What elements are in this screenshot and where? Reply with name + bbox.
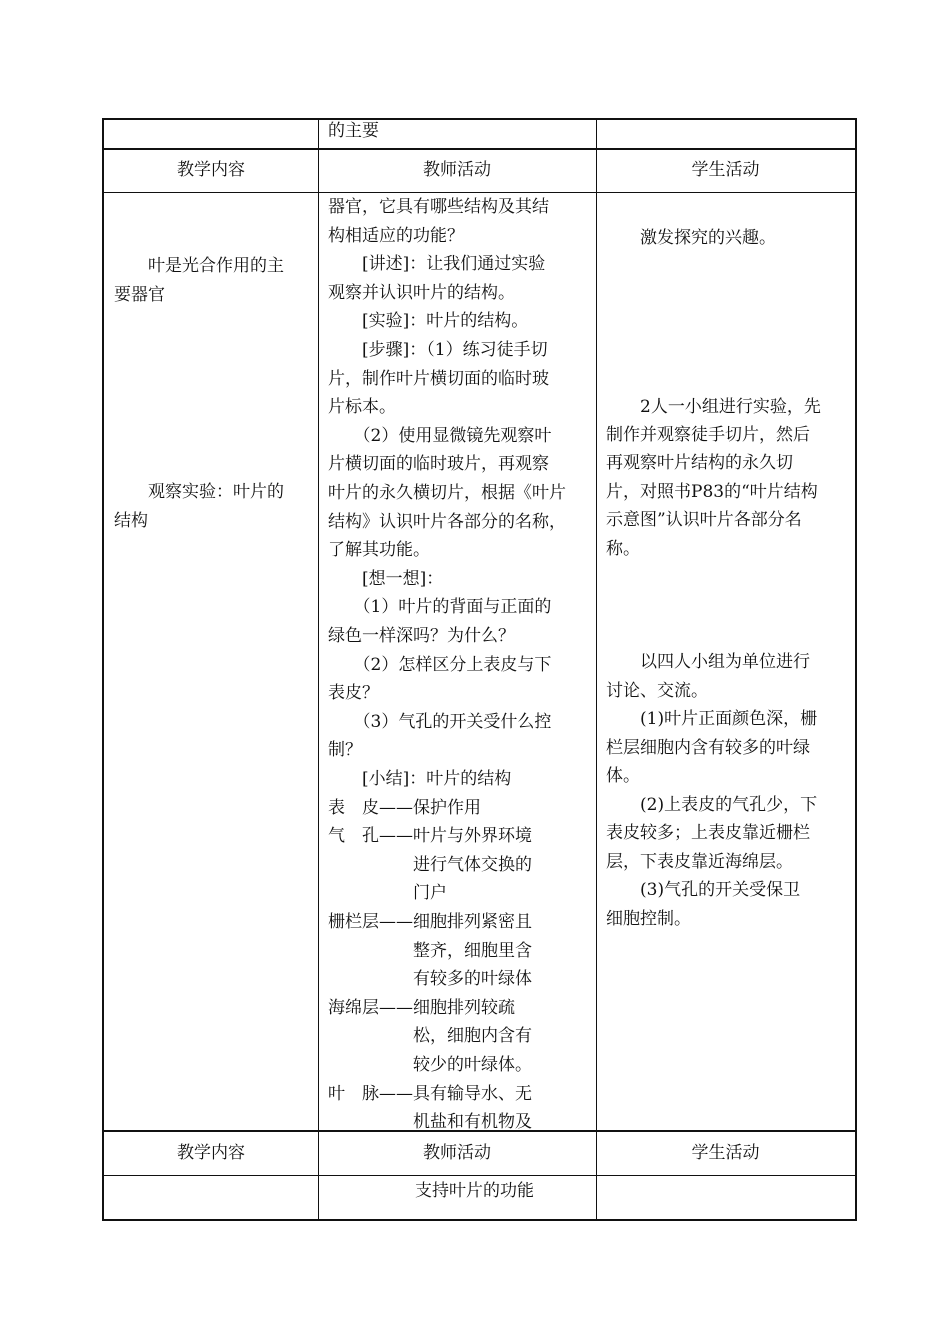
teacher-line: 栅栏层——细胞排列紧密且 [328,912,532,932]
teacher-line: 气 孔——叶片与外界环境 [328,826,532,847]
student-line: 片，对照书P83的“叶片结构 [606,482,818,502]
student-line: 细胞控制。 [606,909,691,929]
teacher-line: （2）使用显微镜先观察叶 [328,425,552,446]
student-line: 层，下表皮靠近海绵层。 [606,852,793,872]
teacher-line: 结构》认识叶片各部分的名称， [328,511,566,532]
column-divider [318,120,319,1219]
teacher-line: （2）怎样区分上表皮与下 [328,654,552,675]
teacher-line: 制？ [328,740,362,761]
header-student-activity: 学生活动 [691,160,760,180]
teacher-line: 表皮？ [328,683,379,704]
teacher-line: （3）气孔的开关受什么控 [328,711,552,732]
student-line: 体。 [606,766,640,786]
teacher-line: 有较多的叶绿体 [328,969,532,990]
header-teacher-activity-repeat: 教师活动 [423,1143,491,1163]
student-line: (1)叶片正面颜色深，栅 [606,709,818,729]
header-teacher-activity: 教师活动 [423,160,491,180]
row-divider [104,148,855,150]
student-line: (3)气孔的开关受保卫 [606,880,801,900]
student-line: 激发探究的兴趣。 [606,228,776,248]
teacher-line: 海绵层——细胞排列较疏 [328,997,515,1018]
student-line: 示意图”认识叶片各部分名 [606,510,802,530]
teacher-line: 整齐，细胞里含 [328,940,532,961]
teacher-line: 门户 [328,883,447,904]
teacher-line: 进行气体交换的 [328,854,532,875]
teacher-line: 绿色一样深吗？为什么？ [328,626,515,646]
teacher-line: [步骤]：（1）练习徒手切 [328,340,548,360]
teacher-line: 叶片的永久横切片，根据《叶片 [328,483,566,503]
last-row-teacher-text: 支持叶片的功能 [415,1181,534,1201]
content-line: 要器官 [114,285,165,305]
teacher-line: 了解其功能。 [328,540,430,561]
content-line: 观察实验：叶片的 [148,482,284,502]
header-student-activity-repeat: 学生活动 [691,1143,760,1163]
student-line: 栏层细胞内含有较多的叶绿 [606,738,810,758]
student-line: 制作并观察徒手切片，然后 [606,425,810,445]
teacher-line: 片横切面的临时玻片，再观察 [328,454,549,475]
student-line: 以四人小组为单位进行 [606,652,810,672]
teacher-line: （1）叶片的背面与正面的 [328,597,552,618]
header-teaching-content: 教学内容 [177,160,245,180]
teacher-line: 叶 脉——具有输导水、无 [328,1083,532,1104]
teacher-line: 观察并认识叶片的结构。 [328,282,515,303]
teacher-line: [实验]：叶片的结构。 [328,311,529,332]
teacher-line: 松，细胞内含有 [328,1026,532,1047]
teacher-line: [小结]：叶片的结构 [328,769,512,789]
teacher-line: 较少的叶绿体。 [328,1055,532,1075]
content-line: 叶是光合作用的主 [148,256,284,276]
header-teaching-content-repeat: 教学内容 [177,1143,245,1163]
prev-row-teacher-text: 的主要 [328,121,379,141]
row-divider [104,1175,855,1176]
student-line: 表皮较多；上表皮靠近栅栏 [606,823,810,843]
teacher-line: [讲述]：让我们通过实验 [328,254,546,275]
teacher-line: 表 皮——保护作用 [328,797,481,818]
student-line: 讨论、交流。 [606,681,708,701]
teacher-line: [想一想]： [328,568,444,589]
student-line: 再观察叶片结构的永久切 [606,453,793,473]
teacher-line: 器官，它具有哪些结构及其结 [328,197,549,217]
student-line: 称。 [606,539,640,559]
student-line: (2)上表皮的气孔少，下 [606,795,818,815]
student-line: 2人一小组进行实验，先 [606,397,821,417]
teacher-line: 机盐和有机物及 [328,1112,532,1133]
teacher-line: 构相适应的功能？ [328,225,464,246]
teacher-line: 片，制作叶片横切面的临时玻 [328,368,549,389]
column-divider [596,120,597,1219]
content-line: 结构 [114,511,148,531]
teacher-line: 片标本。 [328,397,396,418]
